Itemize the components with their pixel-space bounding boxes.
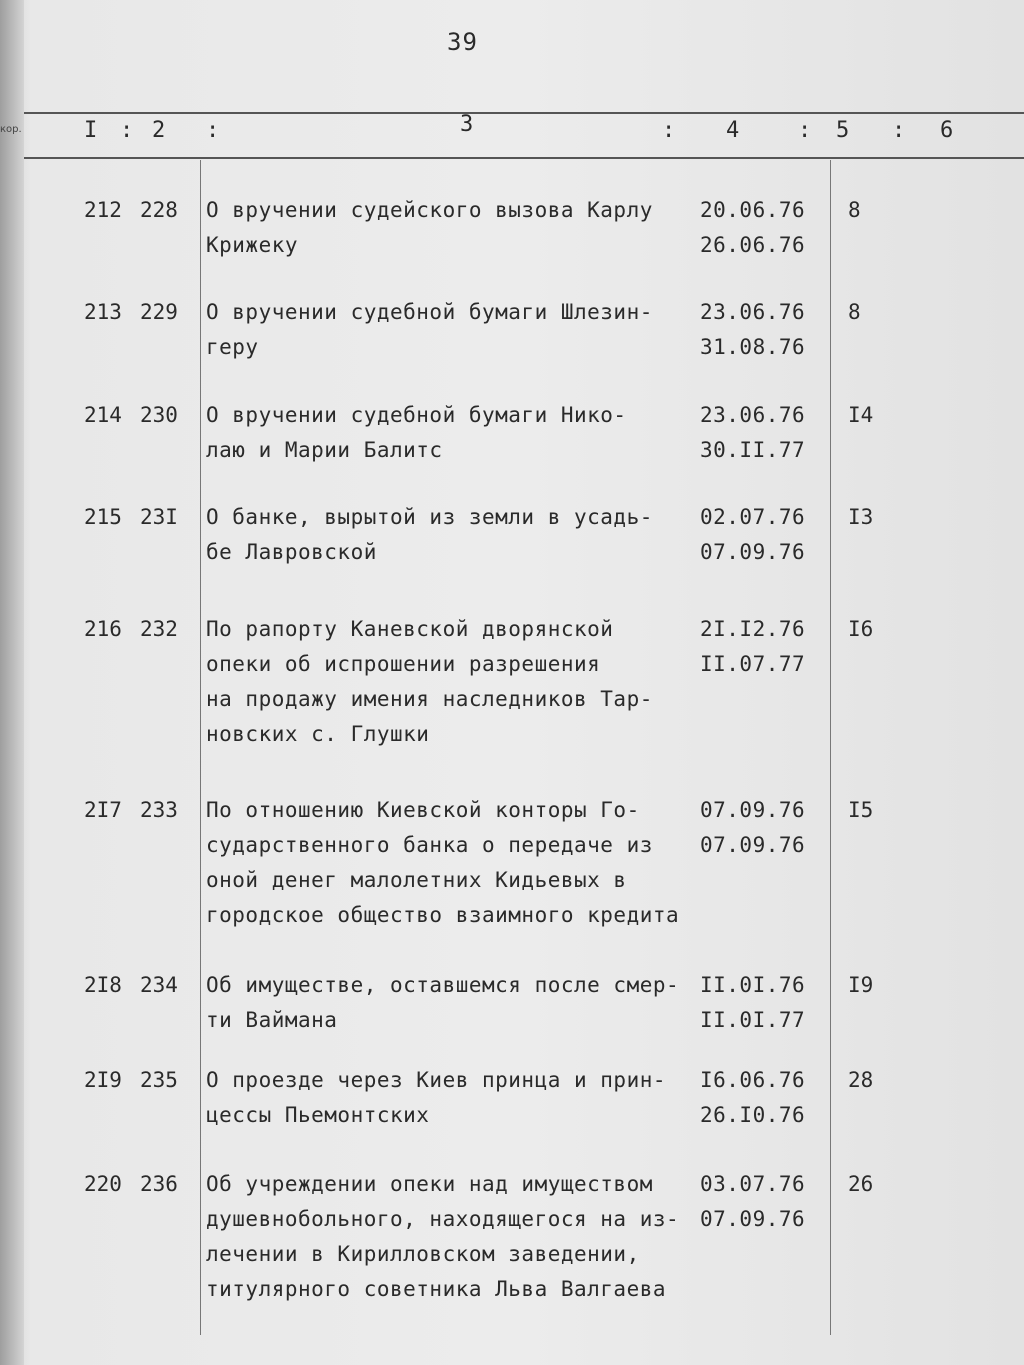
record-title — [206, 1063, 696, 1133]
column-header-row — [0, 112, 1024, 156]
header-separator: : — [798, 118, 812, 143]
record-title-line: По отношению Киевской конторы Го- — [206, 798, 640, 822]
header-col-4: 4 — [726, 118, 740, 143]
header-col-1: I — [84, 118, 98, 143]
page-count: 8 — [848, 198, 861, 222]
header-col-2: 2 — [152, 118, 166, 143]
record-number: 214 — [84, 403, 122, 427]
record-dates — [700, 500, 815, 570]
header-separator: : — [662, 118, 676, 143]
record-title-line: городское общество взаимного кредита — [206, 903, 680, 927]
end-date: II.0I.77 — [700, 1008, 806, 1032]
end-date: 07.09.76 — [700, 833, 806, 857]
record-title-line: Крижеку — [206, 233, 299, 257]
file-number: 228 — [140, 198, 178, 222]
header-col-5: 5 — [836, 118, 850, 143]
record-title — [206, 193, 696, 263]
record-title-line: О банке, вырытой из земли в усадь- — [206, 505, 653, 529]
page-count: I4 — [848, 403, 874, 427]
record-title-line: душевнобольного, находящегося на из- — [206, 1207, 680, 1231]
start-date: 02.07.76 — [700, 505, 806, 529]
start-date: 23.06.76 — [700, 300, 806, 324]
page-count: 28 — [848, 1068, 874, 1092]
record-title — [206, 612, 696, 752]
page-count: 26 — [848, 1172, 874, 1196]
record-title-line: лечении в Кирилловском заведении, — [206, 1242, 640, 1266]
end-date: 26.06.76 — [700, 233, 806, 257]
file-number: 235 — [140, 1068, 178, 1092]
start-date: 07.09.76 — [700, 798, 806, 822]
file-number: 23I — [140, 505, 178, 529]
margin-mark: кор. — [0, 124, 22, 135]
header-col-6: 6 — [940, 118, 954, 143]
start-date: 20.06.76 — [700, 198, 806, 222]
start-date: 23.06.76 — [700, 403, 806, 427]
record-number: 215 — [84, 505, 122, 529]
header-col-3: 3 — [460, 112, 474, 137]
record-title — [206, 793, 696, 933]
record-title-line: сударственного банка о передаче из — [206, 833, 653, 857]
header-rule-bottom — [24, 157, 1024, 159]
file-number: 233 — [140, 798, 178, 822]
record-number: 220 — [84, 1172, 122, 1196]
binding-spine — [0, 0, 24, 1365]
record-dates — [700, 968, 815, 1038]
record-number: 212 — [84, 198, 122, 222]
record-dates — [700, 612, 815, 682]
start-date: 2I.I2.76 — [700, 617, 806, 641]
end-date: II.07.77 — [700, 652, 806, 676]
record-dates — [700, 793, 815, 863]
end-date: 07.09.76 — [700, 540, 806, 564]
page-number: 39 — [447, 28, 478, 56]
record-title — [206, 968, 696, 1038]
record-title-line: По рапорту Каневской дворянской — [206, 617, 614, 641]
record-title-line: О проезде через Киев принца и прин- — [206, 1068, 667, 1092]
record-title — [206, 295, 696, 365]
record-title-line: О вручении судебной бумаги Шлезин- — [206, 300, 653, 324]
record-dates — [700, 295, 815, 365]
record-title-line: цессы Пьемонтских — [206, 1103, 430, 1127]
header-separator: : — [206, 118, 220, 143]
file-number: 234 — [140, 973, 178, 997]
record-title-line: новских с. Глушки — [206, 722, 430, 746]
record-number: 2I7 — [84, 798, 122, 822]
file-number: 229 — [140, 300, 178, 324]
record-dates — [700, 193, 815, 263]
page-count: I9 — [848, 973, 874, 997]
page-count: I6 — [848, 617, 874, 641]
record-dates — [700, 1063, 815, 1133]
record-title — [206, 398, 696, 468]
record-dates — [700, 398, 815, 468]
start-date: II.0I.76 — [700, 973, 806, 997]
start-date: I6.06.76 — [700, 1068, 806, 1092]
record-title-line: ти Ваймана — [206, 1008, 338, 1032]
record-title-line: бе Лавровской — [206, 540, 377, 564]
column-divider — [200, 160, 201, 1335]
record-title-line: на продажу имения наследников Тар- — [206, 687, 653, 711]
file-number: 236 — [140, 1172, 178, 1196]
record-title-line: титулярного советника Льва Валгаева — [206, 1277, 667, 1301]
end-date: 26.I0.76 — [700, 1103, 806, 1127]
record-title-line: Об учреждении опеки над имуществом — [206, 1172, 653, 1196]
record-number: 2I8 — [84, 973, 122, 997]
record-title-line: Об имуществе, оставшемся после смер- — [206, 973, 680, 997]
end-date: 30.II.77 — [700, 438, 806, 462]
record-title-line: оной денег малолетних Кидьевых в — [206, 868, 627, 892]
header-separator: : — [120, 118, 134, 143]
record-title-line: О вручении судейского вызова Карлу — [206, 198, 653, 222]
start-date: 03.07.76 — [700, 1172, 806, 1196]
record-title-line: лаю и Марии Балитс — [206, 438, 443, 462]
file-number: 232 — [140, 617, 178, 641]
record-dates — [700, 1167, 815, 1237]
record-title-line: О вручении судебной бумаги Нико- — [206, 403, 627, 427]
header-rule-top — [24, 112, 1024, 114]
end-date: 31.08.76 — [700, 335, 806, 359]
end-date: 07.09.76 — [700, 1207, 806, 1231]
page-count: I3 — [848, 505, 874, 529]
record-title-line: геру — [206, 335, 259, 359]
record-title — [206, 500, 696, 570]
page-count: I5 — [848, 798, 874, 822]
record-title-line: опеки об испрошении разрешения — [206, 652, 601, 676]
record-number: 213 — [84, 300, 122, 324]
record-number: 216 — [84, 617, 122, 641]
page-count: 8 — [848, 300, 861, 324]
column-divider — [830, 160, 831, 1335]
file-number: 230 — [140, 403, 178, 427]
record-number: 2I9 — [84, 1068, 122, 1092]
record-title — [206, 1167, 696, 1307]
header-separator: : — [892, 118, 906, 143]
